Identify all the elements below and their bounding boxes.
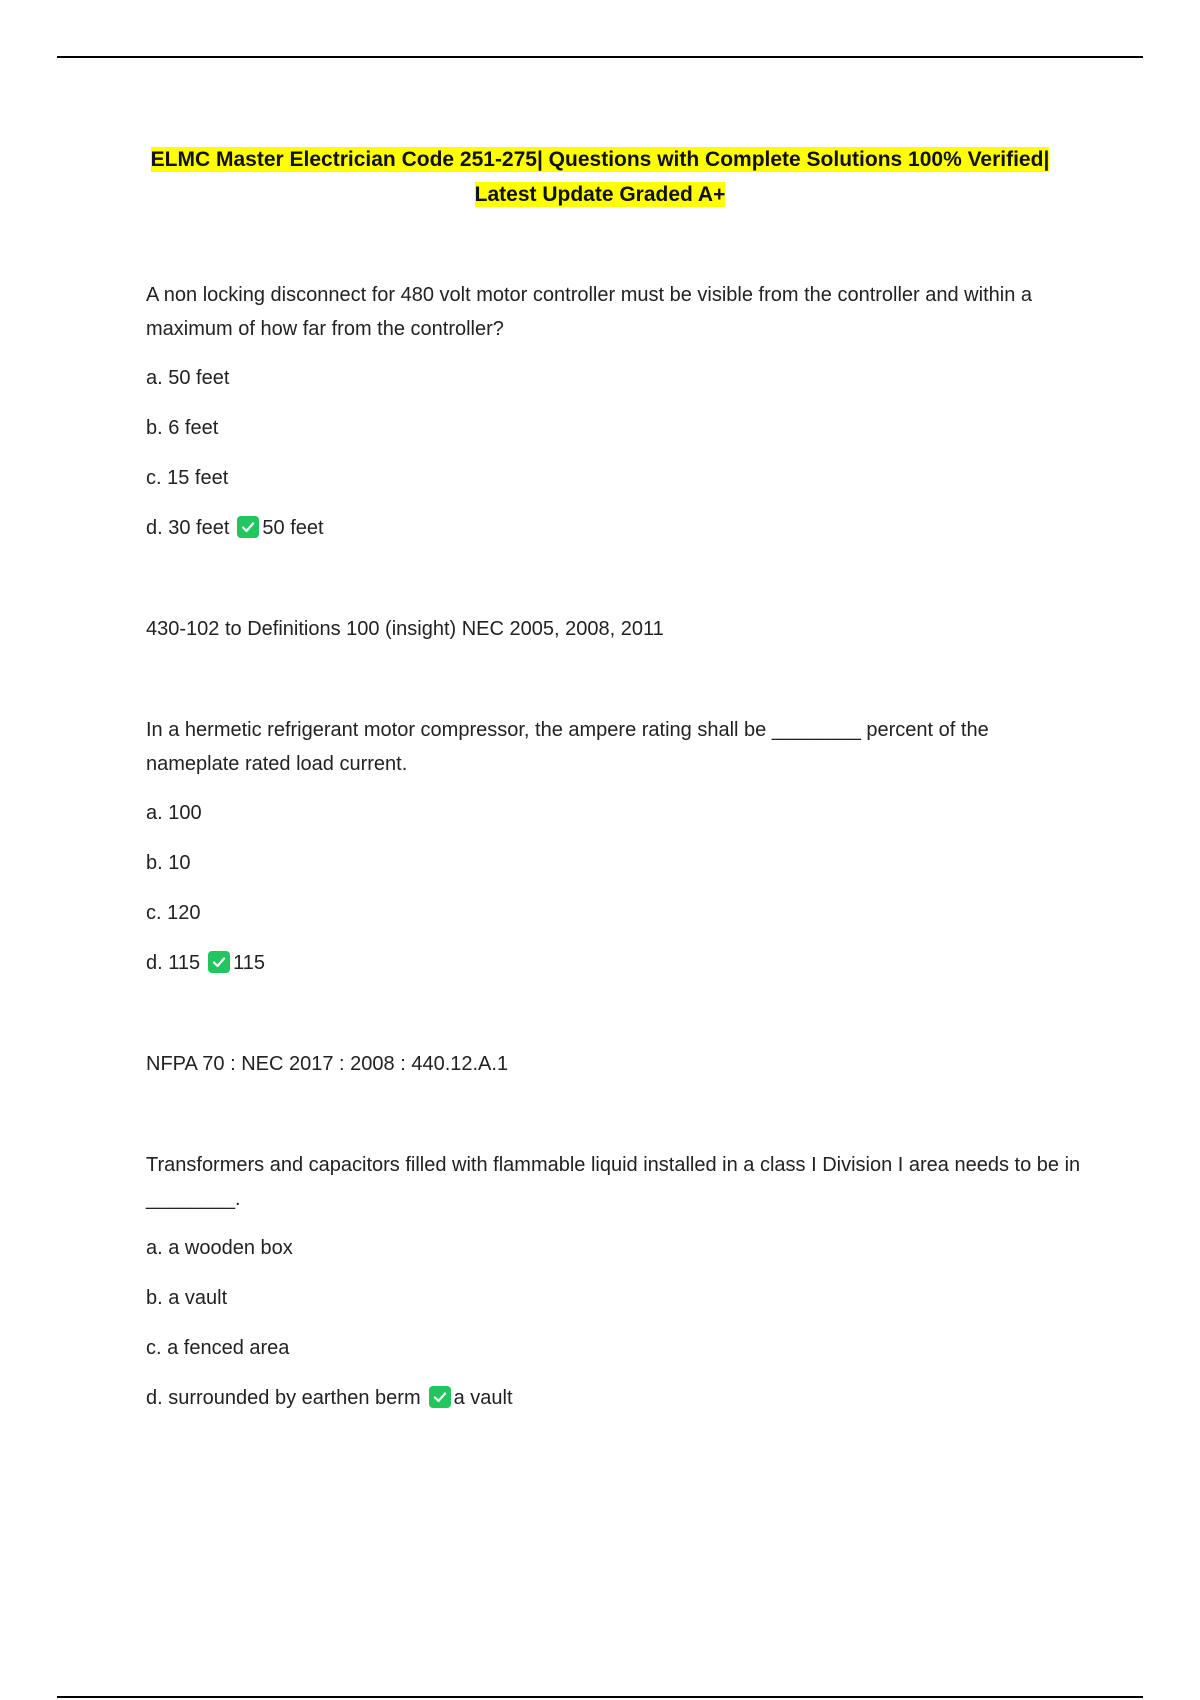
option-c: c. a fenced area — [146, 1337, 290, 1359]
bottom-rule — [57, 1696, 1143, 1698]
option-b: b. 6 feet — [146, 417, 219, 439]
option-d-label: d. 30 feet — [146, 517, 230, 539]
option-a: a. 50 feet — [146, 367, 230, 389]
option-d — [146, 511, 1086, 545]
title-line-1: ELMC Master Electrician Code 251-275| Questions with Complete Solutions 100% Verified| — [150, 148, 1050, 171]
option-d-label: d. surrounded by earthen berm — [146, 1387, 421, 1409]
question-list — [146, 278, 1086, 1415]
option-c: c. 15 feet — [146, 467, 229, 489]
document-title — [100, 142, 1100, 212]
option-a: a. 100 — [146, 802, 202, 824]
option-d — [146, 946, 1086, 980]
option-b: b. a vault — [146, 1287, 228, 1309]
title-line-2: Latest Update Graded A+ — [474, 183, 726, 206]
option-a: a. a wooden box — [146, 1237, 293, 1259]
question-text: Transformers and capacitors filled with flammable liquid installed in a class I Division I area needs to be in ________. — [146, 1154, 1081, 1210]
question-text: A non locking disconnect for 480 volt motor controller must be visible from the controller and within a maximum of how far from the controller? — [146, 284, 1032, 340]
option-d-label: d. 115 — [146, 952, 201, 974]
check-icon — [208, 951, 230, 973]
correct-answer: 50 feet — [262, 517, 324, 539]
reference-text: NFPA 70 : NEC 2017 : 2008 : 440.12.A.1 — [146, 1053, 509, 1075]
check-icon — [429, 1386, 451, 1408]
option-b: b. 10 — [146, 852, 191, 874]
question-text: In a hermetic refrigerant motor compressor, the ampere rating shall be ________ percent of the nameplate rated load current. — [146, 719, 989, 775]
top-rule — [57, 56, 1143, 58]
check-icon — [237, 516, 259, 538]
option-c: c. 120 — [146, 902, 201, 924]
option-d — [146, 1381, 1086, 1415]
correct-answer: 115 — [233, 952, 266, 974]
reference-text: 430-102 to Definitions 100 (insight) NEC 2005, 2008, 2011 — [146, 618, 664, 640]
correct-answer: a vault — [453, 1387, 513, 1409]
